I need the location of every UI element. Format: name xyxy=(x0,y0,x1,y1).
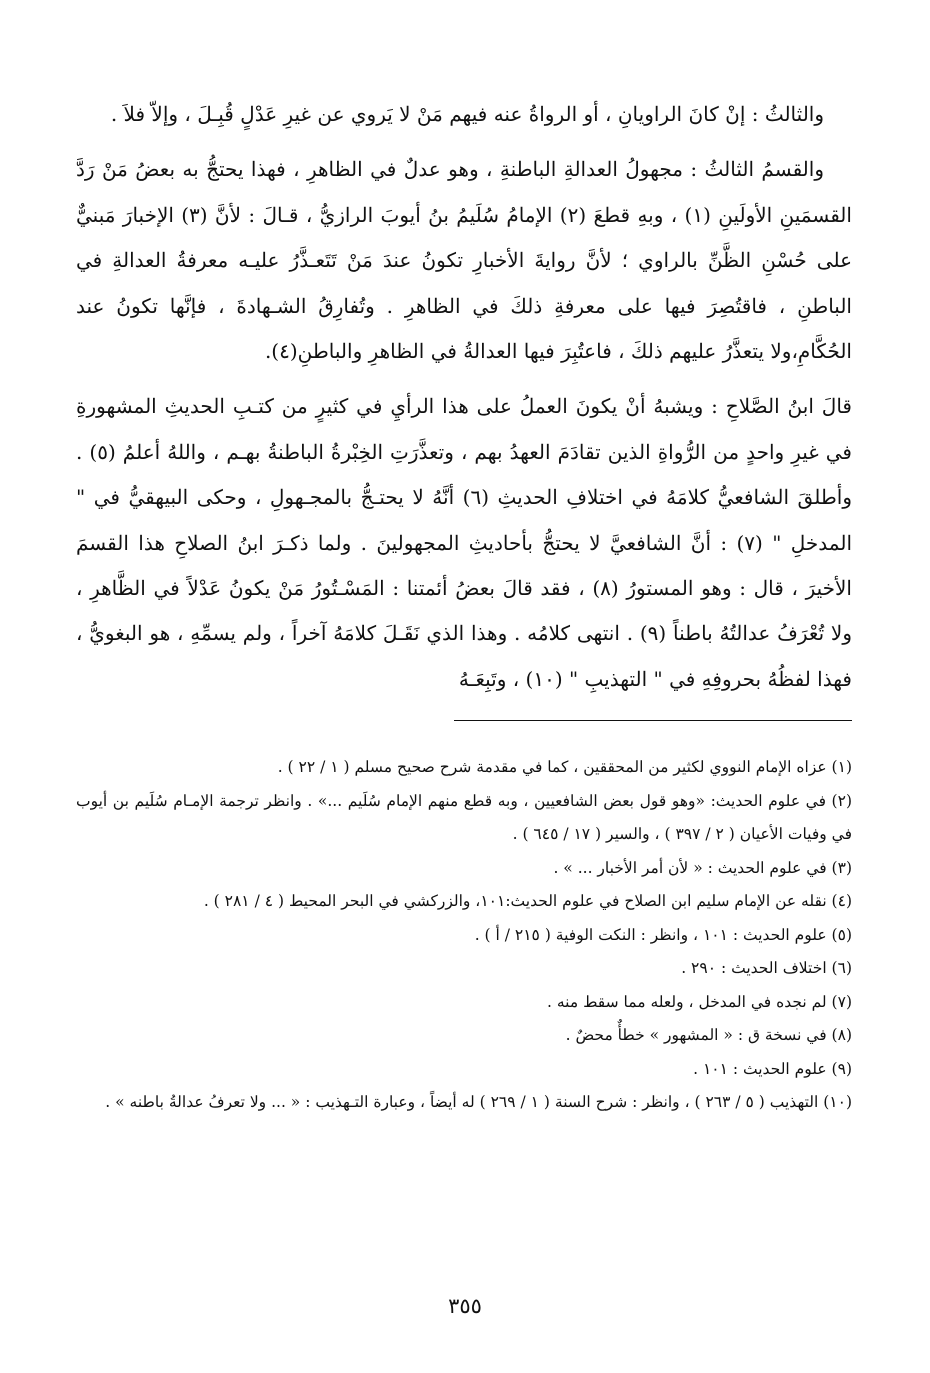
paragraph-third-case: والثالثُ : إنْ كانَ الراويانِ ، أو الرواةُ عنه فيهم مَنْ لا يَروي عن غيرِ عَدْلٍ قُبِـلَ ، وإلاّ فلاَ . xyxy=(110,102,824,126)
footnote-6: (٦) اختلاف الحديث : ٢٩٠ . xyxy=(681,959,852,978)
footnote-2: (٢) في علوم الحديث: «وهو قول بعض الشافعيين ، وبه قطع منهم الإمام سُلَيم ...» . وانظر ترجمة الإمـام سُلَيم بن أيوب في وفيات الأعيان ( ٢ / ٣٩٧ ) ، والسير ( ١٧ / ٦٤٥ ) . xyxy=(76,791,852,844)
footnote-7: (٧) لم نجده في المدخل ، ولعله مما سقط منه . xyxy=(547,992,852,1011)
paragraph-ibn-salah: قالَ ابنُ الصَّلاحِ : ويشبهُ أنْ يكونَ العملُ على هذا الرأيِ في كثيرٍ من كتـبِ الحديثِ المشهورةِ في غيرِ واحدٍ من الرُّواةِ الذين تقادَمَ العهدُ بهم ، وتعذَّرَتِ الخِبْرةُ الباطنةُ بهـم ، واللهُ أعلمُ (٥) . وأطلقَ الشافعيُّ كلامَهُ في اختلافِ الحديثِ (٦) أنَّهُ لا يحتـجُّ بالمجـهولِ ، وحكى البيهقيُّ في " المدخلِ " (٧) : أنَّ الشافعيَّ لا يحتجُّ بأحاديثِ المجهولينَ . ولما ذكـرَ ابنُ الصلاحِ هذا القسمَ الأخيرَ ، قال : وهو المستورُ (٨) ، فقد قالَ بعضُ أئمتنا : المَسْـتُورُ مَنْ يكونُ عَدْلاً في الظَّاهرِ ، ولا تُعْرَفُ عدالتُهُ باطناً (٩) . انتهى كلامُه . وهذا الذي نَقَـلَ كلامَهُ آخراً ، ولم يسمِّهِ ، هو البغويُّ ، فهذا لفظُهُ بحروفِهِ في " التهذيبِ " (١٠) ، وتَبِعَـهُ xyxy=(76,394,853,691)
footnote-separator xyxy=(454,720,852,721)
footnote-4: (٤) نقله عن الإمام سليم ابن الصلاح في علوم الحديث:١٠١، والزركشي في البحر المحيط ( ٤ / ٢٨١ ) . xyxy=(203,892,852,911)
footnote-9: (٩) علوم الحديث : ١٠١ . xyxy=(693,1059,852,1078)
footnote-1: (١) عزاه الإمام النووي لكثير من المحققين ، كما في مقدمة شرح صحيح مسلم ( ١ / ٢٢ ) . xyxy=(277,758,852,777)
footnote-8: (٨) في نسخة ق : « المشهور » خطأٌ محضٌ . xyxy=(565,1026,852,1045)
footnote-5: (٥) علوم الحديث : ١٠١ ، وانظر : النكت الوفية ( ٢١٥ / أ ) . xyxy=(474,925,852,944)
footnotes xyxy=(76,751,852,1120)
paragraph-third-division: والقسمُ الثالثُ : مجهولُ العدالةِ الباطنةِ ، وهو عدلٌ في الظاهرِ ، فهذا يحتجُّ به بعضُ مَنْ رَدَّ القسمَينِ الأولَينِ (١) ، وبهِ قطعَ (٢) الإمامُ سُلَيمُ بنُ أيوبَ الرازيُّ ، قـالَ : لأنَّ (٣) الإخبارَ مَبنيٌّ على حُسْنِ الظَّنِّ بالراوي ؛ لأنَّ روايةَ الأخبارِ تكونُ عندَ مَنْ تَتَعـذَّرُ عليـه معرفةُ العدالةِ في الباطنِ ، فاقتُصِرَ فيها على معرفةِ ذلكَ في الظاهرِ . وتُفارِقُ الشـهادةَ ، فإنَّها تكونُ عند الحُكَّامِ،ولا يتعذَّرُ عليهم ذلكَ ، فاعتُبِرَ فيها العدالةُ في الظاهرِ والباطنِ(٤). xyxy=(76,157,853,364)
main-text xyxy=(76,92,852,702)
footnote-3: (٣) في علوم الحديث : « لأن أمر الأخبار ... » . xyxy=(553,858,852,877)
footnote-10: (١٠) التهذيب ( ٥ / ٢٦٣ ) ، وانظر : شرح السنة ( ١ / ٢٦٩ ) له أيضاً ، وعبارة التـهذيب : « ... ولا تعرفُ عدالةُ باطنه » . xyxy=(105,1093,852,1112)
page-number: ٣٥٥ xyxy=(448,1294,482,1318)
